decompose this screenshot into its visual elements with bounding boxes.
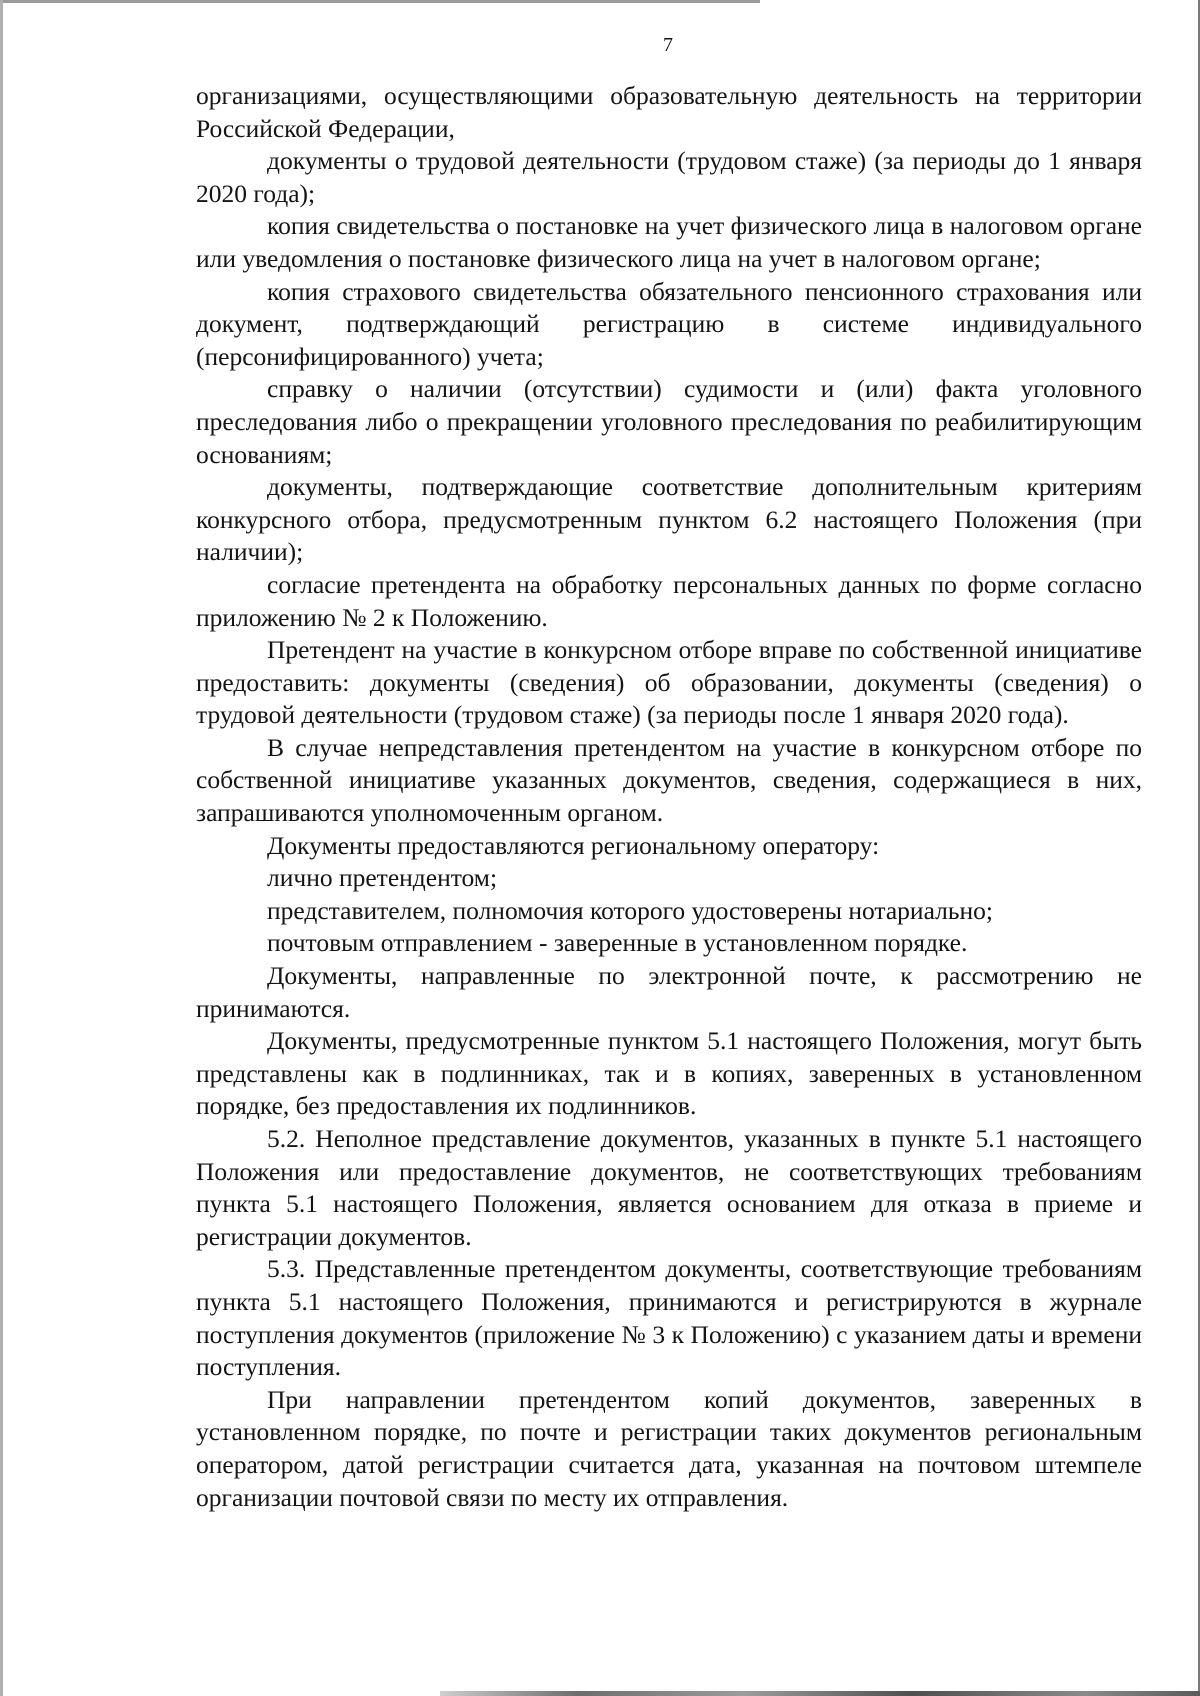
scan-edge-left	[0, 0, 3, 1696]
paragraph: документы, подтверждающие соответствие дополнительным критериям конкурсного отбора, предусмотренным пунктом 6.2 настоящего Положения (при наличии);	[196, 472, 1142, 567]
paragraph: почтовым отправлением - заверенные в установленном порядке.	[267, 928, 968, 958]
paragraph: Документы, направленные по электронной почте, к рассмотрению не принимаются.	[196, 961, 1142, 1023]
paragraph: копия свидетельства о постановке на учет физического лица в налоговом органе или уведомления о постановке физического лица на учет в налоговом органе;	[196, 211, 1142, 273]
page-number: 7	[663, 34, 673, 56]
scan-edge-bottom	[440, 1691, 1200, 1696]
paragraph: 5.2. Неполное представление документов, указанных в пункте 5.1 настоящего Положения или предоставление документов, не соответствующих требованиям пункта 5.1 настоящего Положения, является основанием для отказа в приеме и регистрации документов.	[196, 1124, 1142, 1251]
paragraph: документы о трудовой деятельности (трудовом стаже) (за периоды до 1 января 2020 года);	[196, 146, 1142, 208]
paragraph: Документы предоставляются региональному оператору:	[267, 830, 880, 860]
paragraph: 5.3. Представленные претендентом документы, соответствующие требованиям пункта 5.1 настоящего Положения, принимаются и регистрируются в журнале поступления документов (приложение № 3 к Положению) с указанием даты и времени поступления.	[196, 1254, 1142, 1382]
paragraph: представителем, полномочия которого удостоверены нотариально;	[267, 895, 993, 925]
scan-edge-top	[0, 0, 760, 3]
document-body	[196, 80, 1142, 1514]
paragraph: В случае непредставления претендентом на участие в конкурсном отборе по собственной инициативе указанных документов, сведения, содержащиеся в них, запрашиваются уполномоченным органом.	[196, 732, 1142, 828]
paragraph: согласие претендента на обработку персональных данных по форме согласно приложению № 2 к Положению.	[196, 569, 1142, 632]
paragraph: справку о наличии (отсутствии) судимости и (или) факта уголовного преследования либо о прекращении уголовного преследования по реабилитирующим основаниям;	[196, 374, 1142, 469]
paragraph: лично претендентом;	[267, 863, 498, 893]
paragraph: копия страхового свидетельства обязательного пенсионного страхования или документ, подтверждающий регистрацию в системе индивидуального (персонифицированного) учета;	[196, 276, 1142, 371]
paragraph: Претендент на участие в конкурсном отборе вправе по собственной инициативе предоставить: документы (сведения) об образовании, документы (сведения) о трудовой деятельности (трудовом стаже) (за периоды после 1 января 2020 года).	[196, 635, 1142, 730]
paragraph: организациями, осуществляющими образовательную деятельность на территории Российской Федерации,	[196, 81, 1142, 143]
paragraph: При направлении претендентом копий документов, заверенных в установленном порядке, по почте и регистрации таких документов региональным оператором, датой регистрации считается дата, указанная на почтовом штемпеле организации почтовой связи по месту их отправления.	[196, 1384, 1142, 1512]
paragraph: Документы, предусмотренные пунктом 5.1 настоящего Положения, могут быть представлены как в подлинниках, так и в копиях, заверенных в установленном порядке, без предоставления их подлинников.	[196, 1026, 1142, 1121]
